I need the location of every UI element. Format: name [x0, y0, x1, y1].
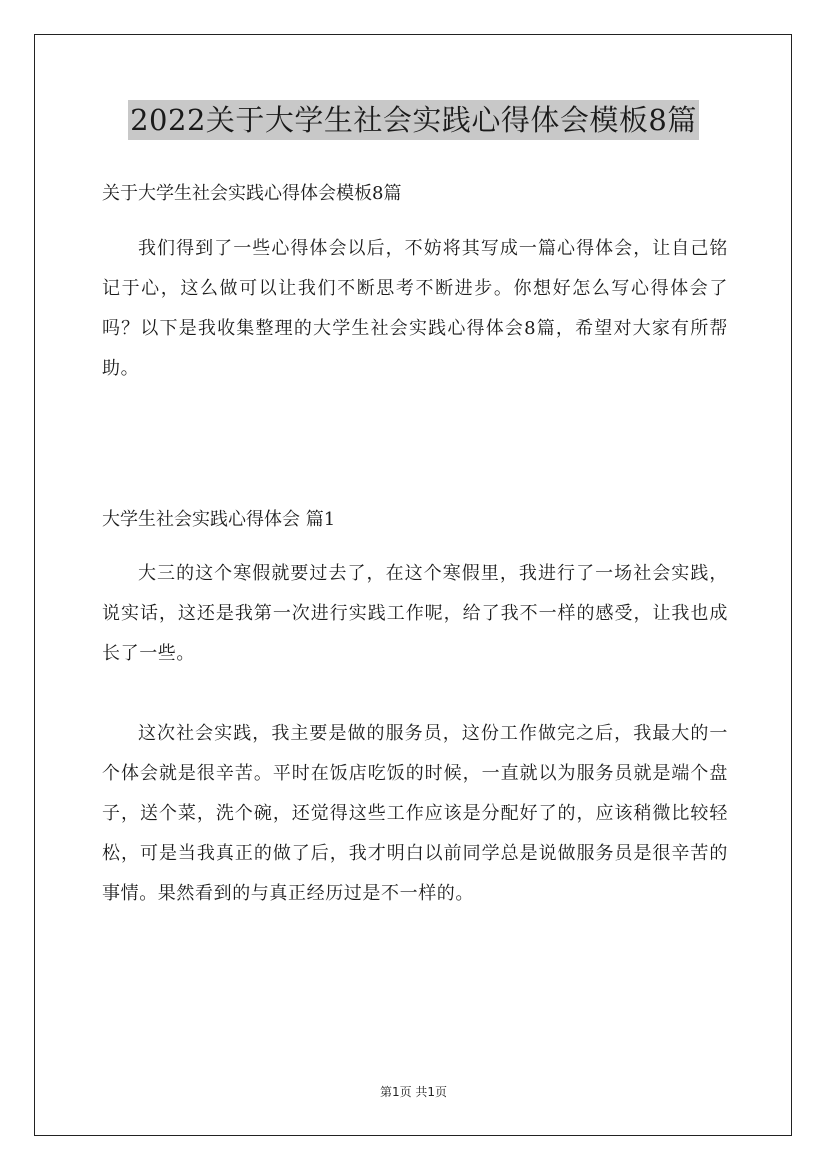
- section-paragraph: 大三的这个寒假就要过去了，在这个寒假里，我进行了一场社会实践，说实话，这还是我第一次进行实践工作呢，给了我不一样的感受，让我也成长了一些。: [102, 563, 728, 664]
- section-paragraph: 这次社会实践，我主要是做的服务员，这份工作做完之后，我最大的一个体会就是很辛苦。平时在饭店吃饭的时候，一直就以为服务员就是端个盘子，送个菜，洗个碗，还觉得这些工作应该是分配好了的，应该稍微比较轻松，可是当我真正的做了后，我才明白以前同学总是说做服务员是很辛苦的事情。果然看到的与真正经历过是不一样的。: [102, 723, 728, 904]
- page-indicator: 第1页 共1页: [379, 1085, 448, 1099]
- document-title: 2022关于大学生社会实践心得体会模板8篇: [128, 100, 699, 140]
- document-subtitle: 关于大学生社会实践心得体会模板8篇: [102, 183, 402, 204]
- section-heading: 大学生社会实践心得体会 篇1: [102, 509, 336, 530]
- intro-paragraph: 我们得到了一些心得体会以后，不妨将其写成一篇心得体会，让自己铭记于心，这么做可以让我们不断思考不断进步。你想好怎么写心得体会了吗？以下是我收集整理的大学生社会实践心得体会8篇，希望对大家有所帮助。: [102, 238, 728, 379]
- title-container: [0, 100, 827, 140]
